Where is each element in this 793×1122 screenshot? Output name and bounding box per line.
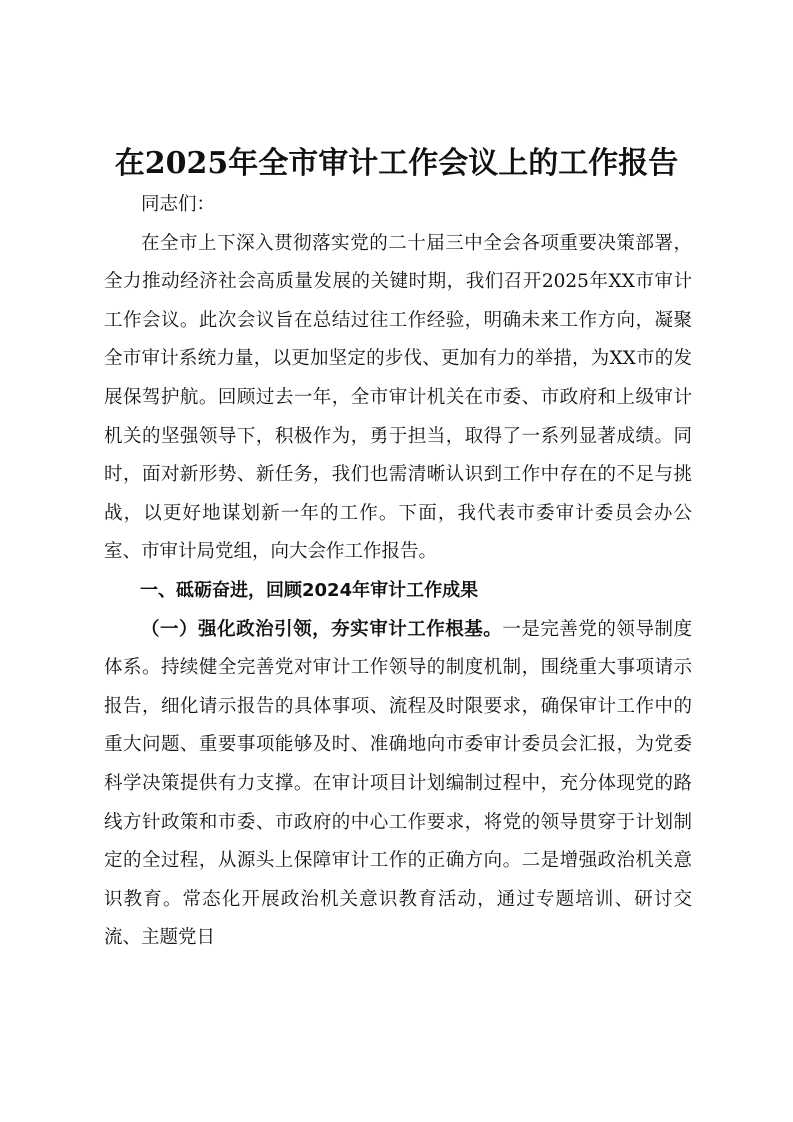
subsection-paragraph <box>104 611 692 958</box>
section-heading: 一、砥砺奋进，回顾2024年审计工作成果 <box>140 579 479 601</box>
salutation: 同志们： <box>141 194 216 215</box>
document-title: 在2025年全市审计工作会议上的工作报告 <box>114 146 679 181</box>
intro-paragraph: 在全市上下深入贯彻落实党的二十届三中全会各项重要决策部署，全力推动经济社会高质量发展的关键时期，我们召开2025年XX市审计工作会议。此次会议旨在总结过往工作经验，明确未来工作方向，凝聚全市审计系统力量，以更加坚定的步伐、更加有力的举措，为XX市的发展保驾护航。回顾过去一年，全市审计机关在市委、市政府和上级审计机关的坚强领导下，积极作为，勇于担当，取得了一系列显著成绩。同时，面对新形势、新任务，我们也需清晰认识到工作中存在的不足与挑战，以更好地谋划新一年的工作。下面，我代表市委审计委员会办公室、市审计局党组，向大会作工作报告。 <box>104 232 692 563</box>
document-body <box>104 186 692 958</box>
subsection-body: 一是完善党的领导制度体系。持续健全完善党对审计工作领导的制度机制，围绕重大事项请示报告，细化请示报告的具体事项、流程及时限要求，确保审计工作中的重大问题、重要事项能够及时、准确地向市委审计委员会汇报，为党委科学决策提供有力支撑。在审计项目计划编制过程中，充分体现党的路线方针政策和市委、市政府的中心工作要求，将党的领导贯穿于计划制定的全过程，从源头上保障审计工作的正确方向。二是增强政治机关意识教育。常态化开展政治机关意识教育活动，通过专题培训、研讨交流、主题党日 <box>104 618 692 949</box>
subsection-lead: （一）强化政治引领，夯实审计工作根基。 <box>141 618 503 640</box>
